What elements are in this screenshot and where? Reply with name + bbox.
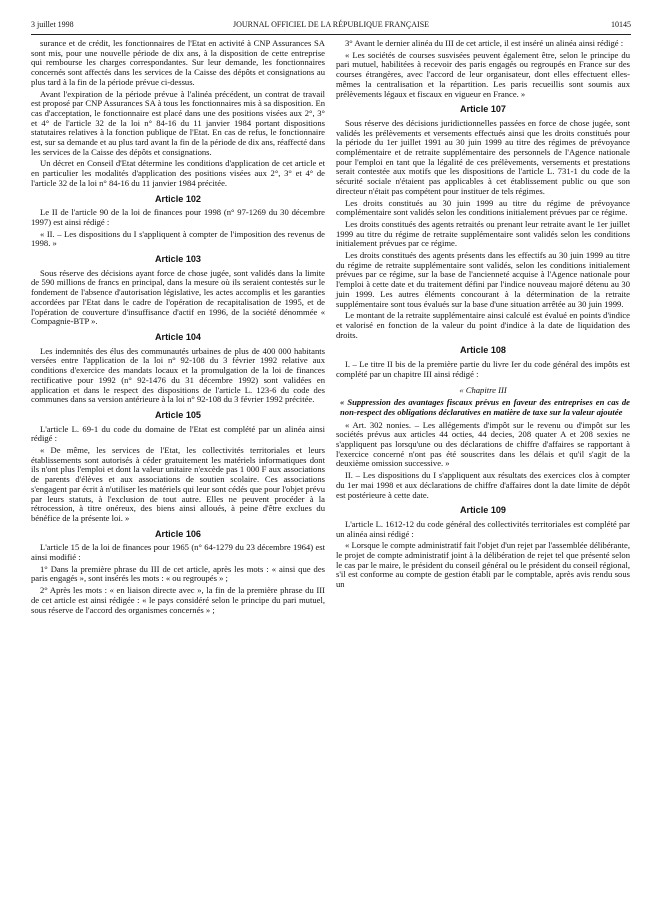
paragraph: « Lorsque le compte administratif fait l'objet d'un rejet par l'assemblée délibérante, le projet de compte administratif joint à la délibération de rejet tel que présenté selon le cas par le maire, le président du conseil général ou le président du conseil régional, s'il est conforme au compte de gestion établi par le comptable, après avis rendu sous un <box>336 540 630 590</box>
paragraph: L'article 15 de la loi de finances pour 1965 (n° 64-1279 du 23 décembre 1964) est ainsi modifié : <box>31 542 325 563</box>
paragraph: II. – Les dispositions du I s'appliquent aux résultats des exercices clos à compter du 1er mai 1998 et aux déclarations de chiffre d'affaires dont la date limite de dépôt est postérieure à cette date. <box>336 470 630 500</box>
chapter-heading: « Chapitre III <box>459 384 507 395</box>
article-heading: Article 103 <box>154 254 201 265</box>
left-column <box>31 39 325 617</box>
article-heading: Article 102 <box>154 193 201 204</box>
article-heading: Article 105 <box>154 409 201 420</box>
chapter-title: « Suppression des avantages fiscaux prévus en faveur des entreprises en cas de non-respect des obligations déclaratives en matière de taxe sur la valeur ajoutée <box>340 397 630 417</box>
article-heading: Article 104 <box>154 331 201 342</box>
paragraph: 2° Après les mots : « en liaison directe avec », la fin de la première phrase du III de cet article est ainsi rédigée : « le pays considéré selon le principe du pari mutuel, sous réserve de l'accord des organismes concernés » ; <box>31 585 325 615</box>
paragraph: L'article L. 1612-12 du code général des collectivités territoriales est complété par un alinéa ainsi rédigé : <box>336 518 630 539</box>
article-heading: Article 107 <box>459 104 506 115</box>
paragraph: L'article L. 69-1 du code du domaine de l'Etat est complété par un alinéa ainsi rédigé : <box>31 423 325 444</box>
header-page-number: 10145 <box>611 20 631 29</box>
right-column <box>336 39 630 592</box>
paragraph: 1° Dans la première phrase du III de cet article, après les mots : « ainsi que des paris engagés », sont insérés les mots : « ou regroupés » ; <box>31 563 325 584</box>
paragraph: 3° Avant le dernier alinéa du III de cet article, il est inséré un alinéa ainsi rédigé : <box>345 38 624 48</box>
paragraph: Les indemnités des élus des communautés urbaines de plus de 400 000 habitants versées entre l'application de la loi n° 92-108 du 3 février 1992 relative aux conditions d'exercice des mandats locaux et la promulgation de la loi de finances rectificative pour 1992 (n° 92-1476 du 31 décembre 1992) sont validées en application et dans le respect des dispositions de l'article L. 123-6 du code des communes dans sa version antérieure à la loi n° 92-108 du 3 février 1992 précitée. <box>31 345 325 405</box>
paragraph: Sous réserve des décisions juridictionnelles passées en force de chose jugée, sont validés les prélèvements et versements effectués ainsi que les droits constitués pour la période du 1er juillet 1991 au 30 juin 1999 au titre des régimes de prévoyance complémentaire et de retraite supplémentaire des personnels de l'Agence nationale pour l'emploi en tant que la légalité de ces prélèvements, versements et prestations serait contestée aux motifs que les dispositions de l'article L. 731-1 du code de la sécurité sociale n'étaient pas applicables à cet établissement public ou que son directeur n'était pas compétent pour instituer de tels régimes. <box>336 117 630 196</box>
paragraph: Sous réserve des décisions ayant force de chose jugée, sont validés dans la limite de 590 millions de francs en principal, dans la mesure où ils seraient contestés sur le fondement de l'absence d'autorisation législative, les actes accomplis et les garanties accordées par l'Etat dans le cadre de l'opération de recapitalisation de 1995, et de l'opération de couverture d'insuffisance d'actif en 1996, de la société dénommée « Compagnie-BTP ». <box>31 267 325 327</box>
paragraph: I. – Le titre II bis de la première partie du livre Ier du code général des impôts est complété par un chapitre III ainsi rédigé : <box>336 359 630 379</box>
paragraph: « Art. 302 nonies. – Les allégements d'impôt sur le revenu ou d'impôt sur les sociétés prévus aux articles 44 octies, 44 decies, 208 quater A et 208 sexies ne s'appliquent pas lorsqu'une ou des déclarations de chiffre d'affaires se rapportant à l'exercice concerné n'ont pas été souscrites dans les délais et qu'il s'agit de la deuxième omission successive. » <box>336 419 630 469</box>
article-heading: Article 106 <box>154 528 201 539</box>
header-journal-title: JOURNAL OFFICIEL DE LA RÉPUBLIQUE FRANÇAISE <box>232 20 430 29</box>
header-date: 3 juillet 1998 <box>31 20 74 29</box>
article-heading: Article 108 <box>459 345 506 356</box>
paragraph: Avant l'expiration de la période prévue à l'alinéa précédent, un contrat de travail est proposé par CNP Assurances SA à tous les fonctionnaires mis à sa disposition. En cas d'acceptation, le fonctionnaire est placé dans une des positions visées aux 2°, 3° et 4° de l'article 32 de la loi n° 84-16 du 11 janvier 1984 portant dispositions statutaires relatives à la fonction publique de l'Etat. En cas de refus, le fonctionnaire est, sur sa demande et au plus tard avant la fin de la période de dix ans, réaffecté dans les services de la Caisse des dépôts et consignations. <box>31 88 325 157</box>
paragraph: « De même, les services de l'Etat, les collectivités territoriales et leurs établissements sont autorisés à céder gratuitement les matériels informatiques dont ils n'ont plus l'emploi et dont la valeur unitaire n'excède pas 1 000 F aux associations de parents d'élèves et aux associations de soutien scolaire. Ces associations s'engagent par écrit à n'utiliser les matériels qui leur sont cédés que pour l'objet prévu par leurs statuts, à l'exclusion de tout autre. Elles ne peuvent procéder à la rétrocession, à titre onéreux, des biens ainsi alloués, à peine d'être exclues du bénéfice de la présente loi. » <box>31 445 325 523</box>
page-header <box>31 20 631 34</box>
article-heading: Article 109 <box>459 505 506 516</box>
paragraph: Le montant de la retraite supplémentaire ainsi calculé est évalué en points d'indice et valorisé en fonction de la valeur du point d'indice à la date de liquidation des droits. <box>336 310 630 340</box>
paragraph: Les droits constitués des agents présents dans les effectifs au 30 juin 1999 au titre du régime de retraite supplémentaire sont validés, selon les conditions initialement prévues par ce régime, sur la base de l'ancienneté acquise à l'Agence nationale pour l'emploi à cette date et du traitement défini par l'indice nouveau majoré détenu au 30 juin 1999. Les autres éléments concourant à la détermination de la retraite supplémentaire sont tous évalués sur la base d'une situation arrêtée au 30 juin 1999. <box>336 250 630 309</box>
paragraph: Le II de l'article 90 de la loi de finances pour 1998 (n° 97-1269 du 30 décembre 1997) est ainsi rédigé : <box>31 207 325 227</box>
paragraph: « Les sociétés de courses susvisées peuvent également être, selon le principe du pari mutuel, habilitées à recevoir des paris engagés ou regroupés en France sur des courses étrangères, avec l'accord de leur organisateur, dont elles effectuent elles-mêmes la centralisation et la répartition. Les paris recueillis sont soumis aux prélèvements légaux et fiscaux en vigueur en France. » <box>336 49 630 99</box>
paragraph: Un décret en Conseil d'Etat détermine les conditions d'application de cet article et en particulier les modalités d'application des positions visées aux 2°, 3° et 4° de l'article 32 de la loi n° 84-16 du 11 janvier 1984 précitée. <box>31 158 325 188</box>
paragraph: Les droits constitués au 30 juin 1999 au titre du régime de prévoyance complémentaire sont validés selon les conditions initialement prévues par ce régime. <box>336 197 630 218</box>
paragraph: « II. – Les dispositions du I s'appliquent à compter de l'imposition des revenus de 1998. » <box>31 228 325 249</box>
paragraph: Les droits constitués des agents retraités ou prenant leur retraite avant le 1er juillet 1999 au titre du régime de retraite supplémentaire sont validés selon les conditions initialement prévues par ce régime. <box>336 218 630 249</box>
header-rule <box>31 34 631 35</box>
paragraph: surance et de crédit, les fonctionnaires de l'Etat en activité à CNP Assurances SA sont mis, pour une nouvelle période de dix ans, à la disposition de cette entreprise qui rembourse les charges correspondantes. Sur leur demande, les fonctionnaires concernés sont affectés dans les services de la Caisse des dépôts et consignations au plus tard à la fin de la période prévue ci-dessus. <box>31 38 325 87</box>
